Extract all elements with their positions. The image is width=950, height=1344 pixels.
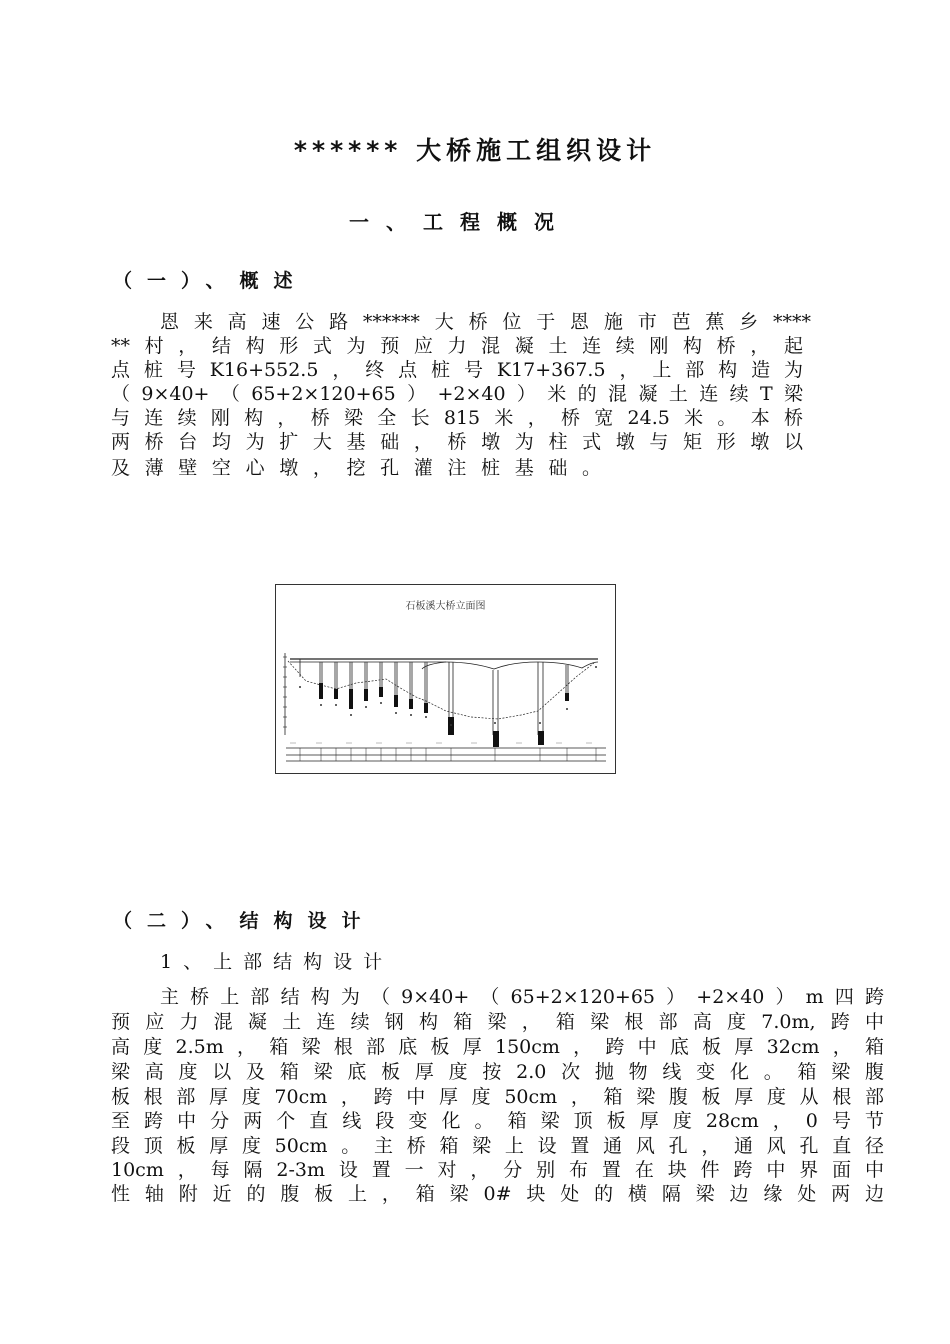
paragraph-line: 主桥上部结构为（9×40+（65+2×120+65）+2×40）m四跨 [160,986,884,1008]
bridge-elevation-drawing [276,585,617,775]
paragraph-line: 10cm，每隔2-3m设置一对，分别布置在块件跨中界面中 [111,1159,884,1181]
page-title: ****** 大桥施工组织设计 [293,136,657,165]
paragraph-line: 高度2.5m，箱梁根部底板厚150cm，跨中底板厚32cm，箱 [111,1036,884,1058]
paragraph-line: 板根部厚度70cm，跨中厚度50cm，箱梁腹板厚度从根部 [111,1086,884,1108]
paragraph-line: （9×40+（65+2×120+65）+2×40）米的混凝土连续T梁 [111,383,803,405]
paragraph-line: 恩来高速公路******大桥位于恩施市芭蕉乡**** [160,311,811,333]
subsection-heading-structural-design: （二）、结构设计 [113,910,376,932]
paragraph-line: 与连续刚构，桥梁全长815米，桥宽24.5米。本桥 [111,407,803,429]
item-heading-superstructure: 1、上部结构设计 [160,951,394,973]
paragraph-line: 两桥台均为扩大基础，桥墩为柱式墩与矩形墩以 [111,431,803,453]
figure-title: 石板溪大桥立面图 [405,601,486,612]
paragraph-line: 性轴附近的腹板上，箱梁0#块处的横隔梁边缘处两边 [111,1183,884,1205]
section-heading-overview: 一、工程概况 [349,210,571,234]
paragraph-line: 及薄壁空心墩，挖孔灌注桩基础。 [111,457,601,479]
paragraph-line: 段顶板厚度50cm。主桥箱梁上设置通风孔，通风孔直径 [111,1135,884,1157]
paragraph-line: 预应力混凝土连续钢构箱梁，箱梁根部高度7.0m,跨中 [111,1011,884,1033]
paragraph-line: 点桩号K16+552.5，终点桩号K17+367.5，上部构造为 [111,359,803,381]
paragraph-line: 梁高度以及箱梁底板厚度按2.0次抛物线变化。箱梁腹 [111,1061,884,1083]
paragraph-line: 至跨中分两个直线段变化。箱梁顶板厚度28cm，0号节 [111,1110,884,1132]
subsection-heading-summary: （一）、概述 [113,270,308,292]
paragraph-line: **村，结构形式为预应力混凝土连续刚构桥，起 [111,335,803,357]
bridge-elevation-figure [275,584,616,774]
